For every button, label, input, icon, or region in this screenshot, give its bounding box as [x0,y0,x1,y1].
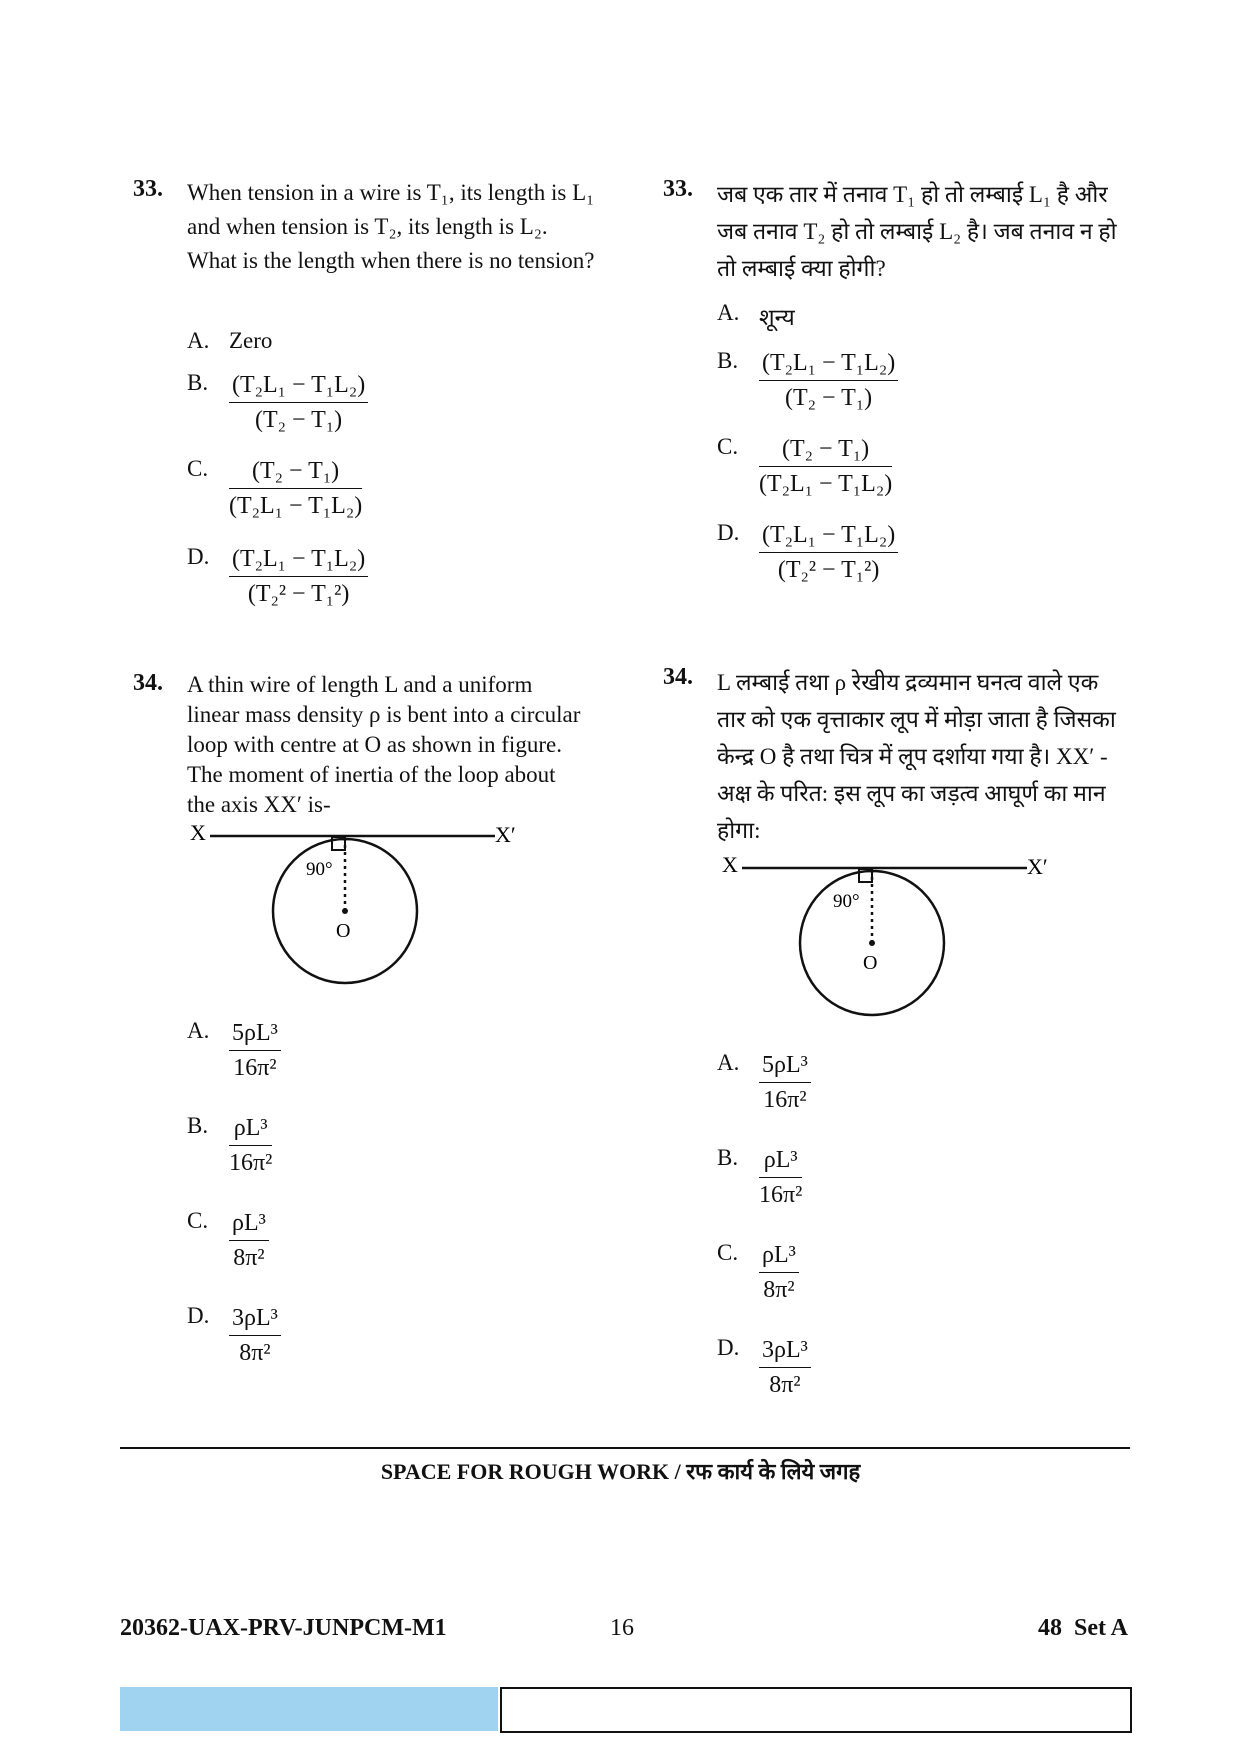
fraction [229,456,362,521]
footer-blank-box [500,1687,1132,1733]
numerator: ρL³ [229,1113,272,1146]
question-33-en [133,176,603,328]
option-a [717,1050,1133,1145]
denominator: 16π² [233,1055,277,1081]
fraction [759,520,898,585]
option-label: A. [717,1050,740,1075]
denominator: 16π² [759,1182,803,1208]
numerator: (T₂ − T₁) [229,456,362,489]
fraction [759,1335,811,1400]
denominator: 8π² [239,1340,271,1366]
fraction [759,1145,802,1210]
numerator: (T₂L₁ − T₁L₂) [229,370,368,403]
numerator: (T₂L₁ − T₁L₂) [759,520,898,553]
question-34-en [133,670,603,822]
denominator: (T₂L₁ − T₁L₂) [229,493,363,519]
fraction [759,348,898,413]
option-label: B. [717,348,739,373]
option-a [187,1018,603,1113]
option-c [717,1240,1133,1335]
left-column [133,176,603,822]
numerator: (T₂ − T₁) [759,434,892,467]
question-text: जब एक तार में तनाव T₁ हो तो लम्बाई L₁ है और जब तनाव T₂ हो तो लम्बाई L₂ है। जब तनाव न हो तो लम्बाई क्या होगी? [717,182,1117,281]
option-b [187,1113,603,1208]
option-label: B. [717,1145,739,1170]
footer-color-bar [120,1687,498,1731]
option-a [717,300,1133,348]
option-label: C. [187,1208,209,1233]
left-q34-options [133,1018,603,1383]
right-column [663,176,1133,854]
option-label: B. [187,370,209,395]
question-text: A thin wire of length L and a uniform linear mass density ρ is bent into a circular loop with centre at O as shown in figure. The moment of inertia of the loop about the axis XX′ is- [187,672,581,817]
option-d [187,544,603,670]
option-c [187,456,603,544]
option-c [187,1208,603,1303]
denominator: 8π² [763,1277,795,1303]
centre-label: O [336,920,351,942]
set-label: 48 Set A [1038,1615,1128,1641]
numerator: 3ρL³ [759,1335,811,1368]
question-number: 34. [133,670,163,696]
option-b [187,370,603,456]
fraction [759,434,892,499]
centre-point [869,940,875,946]
option-label: D. [187,544,210,569]
question-text: L लम्बाई तथा ρ रेखीय द्रव्यमान घनत्व वाले एक तार को एक वृत्ताकार लूप में मोड़ा जाता है जिसका केन्द्र O है तथा चित्र में लूप दर्शाया गया है। XX′ - अक्ष के परित: इस लूप का जड़त्व आघूर्ण का मान होगा: [717,670,1116,843]
section-divider [120,1447,1130,1449]
angle-label: 90° [306,859,333,880]
question-number: 33. [663,176,693,202]
question-number: 34. [663,664,693,690]
denominator: (T₂² − T₁²) [777,557,880,583]
axis-label-x-prime: X′ [495,822,516,847]
option-label: B. [187,1113,209,1138]
fraction [229,370,368,435]
fraction [229,1113,272,1178]
option-label: A. [187,1018,210,1043]
rough-work-heading: SPACE FOR ROUGH WORK / रफ कार्य के लिये जगह [380,1459,861,1484]
fraction [759,1050,811,1115]
axis-label-x: X [190,820,206,845]
denominator: (T₂L₁ − T₁L₂) [759,471,893,497]
option-text: Zero [229,328,273,353]
right-q34-options [663,1050,1133,1415]
loop-figure [190,820,520,1005]
fraction [229,1303,281,1368]
page-number: 16 [610,1615,634,1641]
loop-figure [722,852,1052,1037]
centre-point [342,908,348,914]
option-d [717,520,1133,664]
option-label: A. [717,300,740,325]
numerator: 5ρL³ [229,1018,281,1051]
paper-code: 20362-UAX-PRV-JUNPCM-M1 [120,1615,447,1641]
angle-label: 90° [833,891,860,912]
option-label: D. [187,1303,210,1328]
question-33-hi [663,176,1133,300]
fraction [229,1018,281,1083]
numerator: ρL³ [759,1145,802,1178]
option-b [717,1145,1133,1240]
option-c [717,434,1133,520]
denominator: (T₂ − T₁) [255,407,343,433]
question-text: When tension in a wire is T₁, its length is L₁ and when tension is T₂, its length is L₂. What is the length when there is no tension? [187,180,595,273]
denominator: (T₂ − T₁) [785,385,873,411]
option-d [717,1335,1133,1415]
denominator: 16π² [229,1150,273,1176]
option-label: C. [187,456,209,481]
numerator: ρL³ [759,1240,799,1273]
option-a [187,328,603,370]
option-b [717,348,1133,434]
option-label: D. [717,1335,740,1360]
option-label: C. [717,1240,739,1265]
fraction [759,1240,799,1305]
option-label: A. [187,328,210,353]
option-d [187,1303,603,1383]
denominator: 16π² [763,1087,807,1113]
numerator: (T₂L₁ − T₁L₂) [759,348,898,381]
option-label: C. [717,434,739,459]
denominator: (T₂² − T₁²) [247,581,350,607]
question-34-hi [663,664,1133,854]
option-label: D. [717,520,740,545]
axis-label-x-prime: X′ [1027,854,1048,879]
option-text: शून्य [759,305,795,330]
numerator: ρL³ [229,1208,269,1241]
axis-label-x: X [722,852,738,877]
numerator: 5ρL³ [759,1050,811,1083]
fraction [229,1208,269,1273]
fraction [229,544,368,609]
numerator: 3ρL³ [229,1303,281,1336]
numerator: (T₂L₁ − T₁L₂) [229,544,368,577]
centre-label: O [863,952,878,974]
denominator: 8π² [769,1372,801,1398]
denominator: 8π² [233,1245,265,1271]
question-number: 33. [133,176,163,202]
